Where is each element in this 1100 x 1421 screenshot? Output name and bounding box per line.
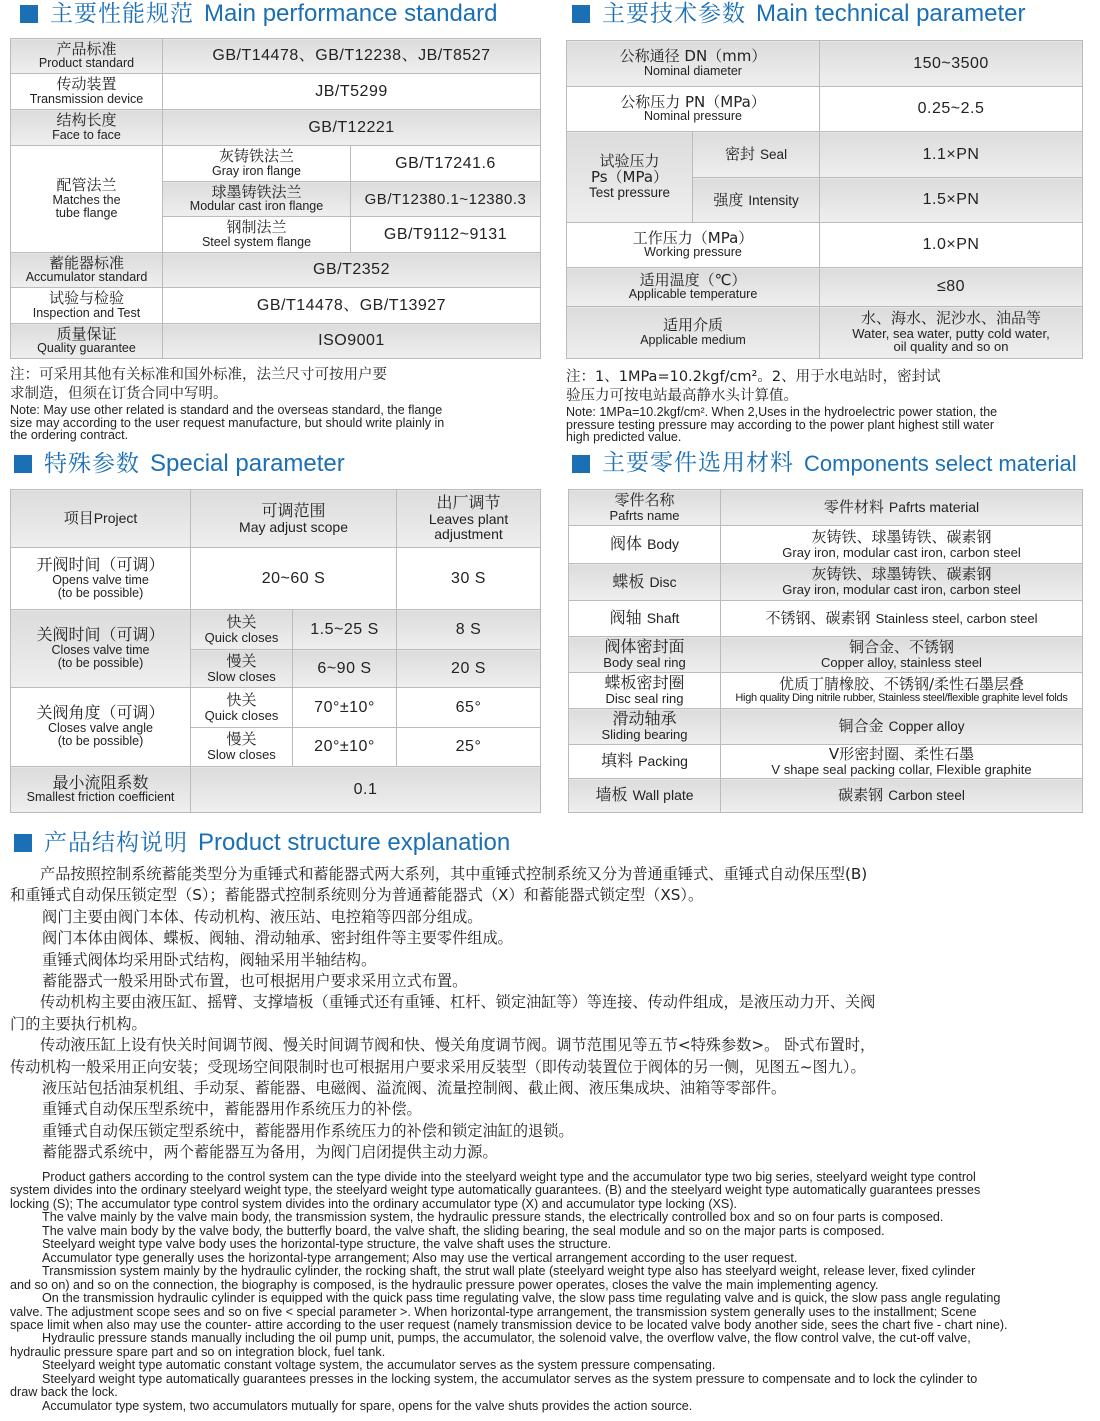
paragraph: 传动机构主要由液压缸、摇臂、支撑墙板（重锤式还有重锤、杠杆、锁定油缸等）等连接、传动件组成，是液压动力开、关阀 xyxy=(40,993,876,1012)
cell-test-pressure-label xyxy=(567,132,693,223)
paragraph: hydraulic pressure spare part and so on integration block, fuel tank. xyxy=(10,1345,386,1359)
value: 1.1×PN xyxy=(922,145,980,163)
value-en: V shape seal packing collar, Flexible graphite xyxy=(771,761,1032,777)
label-en: Working pressure xyxy=(644,245,742,260)
label-en: Transmission device xyxy=(29,91,144,106)
value-zh: 碳素钢 xyxy=(838,786,884,805)
label-zh: 慢关 xyxy=(226,730,257,749)
value: 25° xyxy=(455,738,482,756)
heading-square-icon xyxy=(20,5,38,23)
label-zh: 试验与检验 xyxy=(48,289,124,308)
label-zh: 出厂调节 xyxy=(436,493,501,513)
heading-square-icon xyxy=(572,455,590,473)
cell-close-quick-label xyxy=(191,610,293,650)
heading-performance xyxy=(20,2,497,26)
label-en: Leaves plant xyxy=(428,511,509,528)
performance-table xyxy=(10,38,541,359)
label-en: Pafrts material xyxy=(888,499,980,516)
cell-nominal-diameter-label xyxy=(567,41,820,87)
cell-scope-header xyxy=(191,490,397,548)
label-en: Project xyxy=(93,510,138,527)
cell-nominal-pressure-value xyxy=(820,87,1083,132)
value: GB/T2352 xyxy=(313,261,390,279)
cell-close-slow-range xyxy=(293,650,397,688)
paragraph: locking (S); The accumulator type control system divides into the ordinary accumulator type (X) and accumulator type locking (XS). xyxy=(10,1197,738,1211)
label-en: Intensity xyxy=(748,192,799,208)
value: ISO9001 xyxy=(318,332,385,350)
value-en: Copper alloy, stainless steel xyxy=(821,654,982,670)
paragraph: 和重锤式自动保压锁定型（S）；蓄能器式控制系统则分为普通蓄能器式（X）和蓄能器式锁定型（XS）。 xyxy=(10,886,704,905)
heading-zh: 主要零件选用材料 xyxy=(602,450,794,476)
label-zh: 项目 xyxy=(63,509,94,528)
note-zh: 验压力可按电站最高静水头计算值。 xyxy=(566,388,798,404)
label-en: Matches the xyxy=(52,192,121,207)
label-en: Applicable medium xyxy=(640,332,746,347)
paragraph: Accumulator type system, two accumulators mutually for spare, opens for the valve shuts provides the action source. xyxy=(42,1399,693,1413)
value: 65° xyxy=(455,698,482,716)
technical-note xyxy=(566,368,1086,444)
value: 20~60 S xyxy=(261,569,326,587)
label-zh: 传动装置 xyxy=(56,75,117,94)
label-zh: 蓄能器标准 xyxy=(48,253,124,272)
note-en: high predicted value. xyxy=(566,430,682,444)
cell-close-slow-factory xyxy=(397,650,541,688)
paragraph: Hydraulic pressure stands manually including the oil pump unit, pumps, the accumulator, the solenoid valve, the overflow valve, the flow control valve, the cut-off valve, xyxy=(42,1332,971,1346)
heading-special xyxy=(14,452,345,476)
label-en: adjustment xyxy=(434,525,503,542)
heading-en: Components select material xyxy=(804,450,1077,476)
value: GB/T14478、GB/T12238、JB/T8527 xyxy=(212,47,491,65)
label-zh: 阀体密封面 xyxy=(604,637,685,657)
technical-table xyxy=(566,40,1083,359)
cell-angle-slow-range xyxy=(293,728,397,767)
cell-angle-slow-factory xyxy=(397,728,541,767)
heading-square-icon xyxy=(14,455,32,473)
cell-steel-label xyxy=(163,217,351,253)
heading-square-icon xyxy=(572,5,590,23)
label-zh: 工作压力（MPa） xyxy=(632,228,754,247)
cell-wall-label xyxy=(569,779,721,813)
cell-parts-name-header xyxy=(569,490,721,526)
value: 0.25~2.5 xyxy=(917,100,985,118)
cell-bearing-material xyxy=(721,709,1083,745)
label-en: May adjust scope xyxy=(239,518,348,535)
label-en: Quick closes xyxy=(204,707,279,723)
label-en: Body xyxy=(647,536,680,553)
label-en: Body seal ring xyxy=(603,655,686,671)
paragraph: system divides into the ordinary steelyard weight type, the steelyard weight type automatically guarantees. (B) and the steelyard weight type automatically guarantees presses xyxy=(10,1184,981,1198)
cell-open-time-factory xyxy=(397,548,541,610)
label-zh: 灰铸铁法兰 xyxy=(218,147,294,166)
structure-en-text xyxy=(10,1171,1090,1413)
value: GB/T12221 xyxy=(308,118,395,136)
value-zh: 水、海水、泥沙水、油品等 xyxy=(861,308,1042,327)
heading-en: Special parameter xyxy=(150,450,345,477)
cell-nominal-diameter-value xyxy=(820,41,1083,87)
paragraph: 蓄能器式系统中，两个蓄能器互为备用，为阀门启闭提供主动力源。 xyxy=(42,1143,498,1162)
value-zh: V形密封圈、柔性石墨 xyxy=(828,744,975,763)
label-en: Opens valve time xyxy=(52,572,149,587)
value-en: oil quality and so on xyxy=(893,339,1009,355)
label-en: Slow closes xyxy=(207,747,276,763)
cell-nominal-pressure-label xyxy=(567,87,820,132)
label-en: Wall plate xyxy=(632,787,694,804)
value: 6~90 S xyxy=(317,659,372,677)
label-zh: 公称通径 DN（mm） xyxy=(619,47,767,66)
heading-en: Product structure explanation xyxy=(198,829,511,856)
value: 1.5×PN xyxy=(922,191,980,209)
paragraph: Transmission system mainly by the hydraulic cylinder, the rocking shaft, the strut wall plate (steelyard weight type also has steelyard weight, release lever, fixed cylinder xyxy=(42,1265,976,1279)
value: 30 S xyxy=(451,569,486,587)
cell-product-standard-value xyxy=(163,39,541,74)
cell-tube-flange-label xyxy=(11,146,163,253)
label-en: Nominal diameter xyxy=(644,63,742,78)
label-zh: 关阀角度（可调） xyxy=(36,703,165,723)
cell-body-label xyxy=(569,526,721,564)
cell-face-label xyxy=(11,110,163,146)
label-en: Slow closes xyxy=(207,668,276,684)
paragraph: Steelyard weight type valve body uses the horizontal-type structure, the valve shaft uses the structure. xyxy=(42,1238,612,1252)
label-en: Disc xyxy=(649,573,677,590)
label-zh: 滑动轴承 xyxy=(612,709,677,729)
cell-wall-material xyxy=(721,779,1083,813)
value-zh: 灰铸铁、球墨铸铁、碳素钢 xyxy=(811,565,992,584)
heading-components xyxy=(572,452,1077,475)
label-zh: Ps（MPa） xyxy=(590,167,669,186)
paragraph: 重锤式自动保压锁定型系统中，蓄能器用作系统压力的补偿和锁定油缸的退锁。 xyxy=(42,1121,574,1140)
label-zh: 适用介质 xyxy=(663,316,724,335)
paragraph: 产品按照控制系统蓄能类型分为重锤式和蓄能器式两大系列，其中重锤式控制系统又分为普通重锤式、重锤式自动保压型(B) xyxy=(40,865,868,883)
label-en: Smallest friction coefficient xyxy=(26,790,175,805)
value-zh: 灰铸铁、球墨铸铁、碳素钢 xyxy=(811,527,992,546)
note-en: size may according to the user request manufacture, but should write plainly in xyxy=(10,415,445,430)
cell-project-header xyxy=(11,490,191,548)
label-zh: 零件材料 xyxy=(823,498,884,517)
paragraph: 重锤式自动保压型系统中，蓄能器用作系统压力的补偿。 xyxy=(42,1100,422,1119)
paragraph: 液压站包括油泵机组、手动泵、蓄能器、电磁阀、溢流阀、流量控制阀、截止阀、液压集成块、油箱等零部件。 xyxy=(42,1079,787,1098)
cell-steel-value xyxy=(351,217,541,253)
cell-transmission-value xyxy=(163,74,541,110)
label-en: Disc seal ring xyxy=(605,691,684,707)
paragraph: On the transmission hydraulic cylinder is equipped with the quick pass time regulating valve, the slow pass time regulating valve and is quick, the slow pass angle regulating xyxy=(42,1292,1001,1306)
cell-medium-value xyxy=(820,307,1083,359)
value-en: Stainless steel, carbon steel xyxy=(875,611,1038,627)
label-en: (to be possible) xyxy=(57,734,144,749)
label-en: Quality guarantee xyxy=(37,341,136,356)
cell-intensity-label xyxy=(693,178,820,223)
label-en: Gray iron flange xyxy=(212,163,301,178)
value-en: Water, sea water, putty cold water, xyxy=(852,325,1050,341)
label-zh: 快关 xyxy=(226,690,257,709)
paragraph: 阀门主要由阀门本体、传动机构、液压站、电控箱等四部分组成。 xyxy=(42,907,483,926)
cell-angle-quick-factory xyxy=(397,688,541,728)
paragraph: 门的主要执行机构。 xyxy=(10,1014,147,1033)
value: JB/T5299 xyxy=(315,82,388,100)
cell-open-time-label xyxy=(11,548,191,610)
cell-product-standard-label xyxy=(11,39,163,74)
value: 70°±10° xyxy=(314,698,375,716)
label-zh: 开阀时间（可调） xyxy=(36,554,165,574)
label-zh: 填料 xyxy=(601,751,634,771)
cell-body-material xyxy=(721,526,1083,564)
cell-disc-seal-label xyxy=(569,673,721,709)
label-en: Inspection and Test xyxy=(32,305,141,320)
label-en: Packing xyxy=(638,753,688,770)
paragraph: Steelyard weight type automatically guarantees presses in the locking system, the accumulator serves as the system pressure to compensate and to lock the cylinder to xyxy=(42,1372,978,1386)
cell-close-slow-label xyxy=(191,650,293,688)
cell-friction-label xyxy=(11,767,191,813)
paragraph: 重锤式阀体均采用卧式结构，阀轴采用半轴结构。 xyxy=(42,950,377,969)
components-table xyxy=(568,489,1083,813)
cell-transmission-label xyxy=(11,74,163,110)
label-zh: 阀轴 xyxy=(609,608,642,628)
cell-working-label xyxy=(567,223,820,268)
label-zh: 公称压力 PN（MPa） xyxy=(620,92,766,111)
special-table xyxy=(10,489,541,813)
cell-intensity-value xyxy=(820,178,1083,223)
cell-seal-label xyxy=(693,132,820,178)
paragraph: The valve main body by the valve body, the butterfly board, the valve shaft, the sliding bearing, the seal module and so on the major parts is composed. xyxy=(42,1224,885,1238)
value-zh: 不锈钢、碳素钢 xyxy=(765,609,871,628)
cell-bearing-label xyxy=(569,709,721,745)
label-en: tube flange xyxy=(55,205,118,220)
cell-body-seal-label xyxy=(569,637,721,673)
label-en: Sliding bearing xyxy=(601,727,688,743)
value: 8 S xyxy=(455,620,482,638)
label-zh: 球墨铸铁法兰 xyxy=(211,182,302,201)
paragraph: 传动液压缸上设有快关时间调节阀、慢关时间调节阀和快、慢关角度调节阀。调节范围见等五节<特殊参数>。 卧式布置时， xyxy=(40,1036,876,1055)
label-en: Seal xyxy=(760,147,788,163)
label-zh: 配管法兰 xyxy=(56,176,117,194)
cell-temperature-value xyxy=(820,268,1083,307)
label-zh: 蝶板 xyxy=(612,571,645,591)
value: 150~3500 xyxy=(913,54,989,72)
label-en: Shaft xyxy=(646,610,680,627)
paragraph: valve. The adjustment scope sees and so on five < special parameter >. When horizontal-type arrangement, the transmission system generally uses to the installment; Scene xyxy=(10,1305,977,1319)
label-zh: 快关 xyxy=(226,612,257,631)
label-en: Accumulator standard xyxy=(25,270,148,285)
label-en: Product standard xyxy=(38,56,135,71)
paragraph: space limit when also may use the counter- attire according to the user request (namely transmission device to be located valve body another side, sees the chart five - chart nine). xyxy=(10,1318,1008,1332)
label-zh: 产品标准 xyxy=(56,39,117,58)
paragraph: Product gathers according to the control system can the type divide into the steelyard weight type and the accumulator type two big series, steelyard weight type control xyxy=(42,1171,976,1184)
label-zh: 零件名称 xyxy=(614,490,675,509)
performance-note xyxy=(10,366,540,442)
cell-open-time-range xyxy=(191,548,397,610)
cell-body-seal-material xyxy=(721,637,1083,673)
cell-inspection-label xyxy=(11,288,163,324)
paragraph: Steelyard weight type automatic constant voltage system, the accumulator serves as the system pressure compensating. xyxy=(42,1359,716,1373)
heading-en: Main technical parameter xyxy=(756,0,1026,27)
note-en: pressure testing pressure may according to the power plant highest still water xyxy=(566,417,994,432)
heading-structure xyxy=(14,831,510,855)
note-zh: 求制造，但须在订货合同中写明。 xyxy=(10,386,228,402)
value: 20°±10° xyxy=(314,738,375,756)
paragraph: 传动机构一般采用正向安装；受现场空间限制时也可根据用户要求采用反装型（即传动装置位于阀体的另一侧，见图五~图九）。 xyxy=(10,1057,866,1076)
heading-zh: 产品结构说明 xyxy=(44,829,188,856)
paragraph: The valve mainly by the valve main body, the transmission system, the hydraulic pressure stands, the electrically controlled box and so on four parts is composed. xyxy=(42,1211,944,1225)
paragraph: draw back the lock. xyxy=(10,1386,118,1400)
label-en: Closes valve angle xyxy=(48,721,153,736)
value-en: Copper alloy xyxy=(888,719,965,735)
paragraph: and so on) and so on the connection, the biography is composed, is the hydraulic pressure power operates, closes the valve the main implementing agency. xyxy=(10,1278,879,1292)
cell-modular-label xyxy=(163,182,351,217)
label-zh: 最小流阻系数 xyxy=(52,772,149,792)
value-en: Gray iron, modular cast iron, carbon steel xyxy=(782,544,1021,560)
value-zh: 优质丁腈橡胶、不锈钢/柔性石墨层叠 xyxy=(778,674,1025,693)
label-en: Closes valve time xyxy=(51,642,150,657)
heading-technical xyxy=(572,2,1025,26)
heading-zh: 主要性能规范 xyxy=(50,0,194,27)
label-zh: 蝶板密封圈 xyxy=(604,673,685,693)
cell-packing-label xyxy=(569,745,721,779)
cell-medium-label xyxy=(567,307,820,359)
cell-seal-value xyxy=(820,132,1083,178)
label-zh: 关阀时间（可调） xyxy=(36,624,165,644)
cell-close-time-label xyxy=(11,610,191,688)
label-en: Steel system flange xyxy=(201,234,312,249)
paragraph: 蓄能器式一般采用卧式布置，也可根据用户要求采用立式布置。 xyxy=(42,972,468,991)
label-zh: 密封 xyxy=(724,145,755,164)
cell-friction-value xyxy=(191,767,541,813)
label-zh: 墙板 xyxy=(595,785,628,805)
label-en: Face to face xyxy=(52,127,121,142)
cell-close-quick-factory xyxy=(397,610,541,650)
value: GB/T14478、GB/T13927 xyxy=(256,296,447,314)
note-en: Note: May use other related is standard and the overseas standard, the flange xyxy=(10,403,443,417)
cell-disc-material xyxy=(721,564,1083,601)
label-en: Test pressure xyxy=(588,184,671,200)
cell-accumulator-label xyxy=(11,253,163,288)
cell-angle-quick-label xyxy=(191,688,293,728)
label-en: Modular cast iron flange xyxy=(189,199,324,214)
label-en: Quick closes xyxy=(204,629,279,645)
cell-disc-label xyxy=(569,564,721,601)
cell-close-quick-range xyxy=(293,610,397,650)
cell-inspection-value xyxy=(163,288,541,324)
cell-parts-material-header xyxy=(721,490,1083,526)
heading-zh: 特殊参数 xyxy=(44,450,140,477)
cell-working-value xyxy=(820,223,1083,268)
value-zh: 铜合金、不锈钢 xyxy=(848,637,954,656)
cell-quality-label xyxy=(11,324,163,359)
value: 0.1 xyxy=(353,780,378,798)
label-zh: 钢制法兰 xyxy=(226,218,287,237)
cell-face-value xyxy=(163,110,541,146)
note-en: the ordering contract. xyxy=(10,428,129,442)
value: ≤80 xyxy=(936,278,966,296)
heading-zh: 主要技术参数 xyxy=(602,0,746,27)
value: 1.0×PN xyxy=(922,236,980,254)
label-en: Pafrts name xyxy=(609,507,680,523)
cell-disc-seal-material xyxy=(721,673,1083,709)
label-en: Applicable temperature xyxy=(628,287,758,302)
value-en: Carbon steel xyxy=(888,788,965,804)
structure-zh-text xyxy=(10,864,1090,1164)
label-en: (to be possible) xyxy=(57,655,144,670)
label-en: (to be possible) xyxy=(57,585,144,600)
label-zh: 强度 xyxy=(713,190,744,209)
label-zh: 阀体 xyxy=(609,534,642,554)
heading-square-icon xyxy=(14,834,32,852)
value-en: Gray iron, modular cast iron, carbon steel xyxy=(782,582,1021,598)
cell-close-angle-label xyxy=(11,688,191,767)
value-en: High quality Ding nitrile rubber, Stainless steel/flexible graphite level folds xyxy=(735,691,1068,704)
cell-gray-iron-value xyxy=(351,146,541,182)
paragraph: Accumulator type generally uses the horizontal-type arrangement; Also may use the vertical arrangement according to the user request. xyxy=(42,1251,798,1265)
cell-shaft-label xyxy=(569,601,721,637)
label-zh: 可调范围 xyxy=(261,500,326,520)
cell-factory-header xyxy=(397,490,541,548)
note-zh: 注：可采用其他有关标准和国外标准，法兰尺寸可按用户要 xyxy=(10,367,387,383)
label-zh: 适用温度（℃） xyxy=(639,270,747,289)
cell-quality-value xyxy=(163,324,541,359)
value: GB/T9112~9131 xyxy=(383,225,508,243)
cell-accumulator-value xyxy=(163,253,541,288)
cell-modular-value xyxy=(351,182,541,217)
heading-en: Main performance standard xyxy=(204,0,498,27)
cell-packing-material xyxy=(721,745,1083,779)
cell-shaft-material xyxy=(721,601,1083,637)
label-zh: 结构长度 xyxy=(56,111,117,130)
label-zh: 慢关 xyxy=(226,651,257,670)
value: GB/T12380.1~12380.3 xyxy=(364,190,527,208)
label-zh: 质量保证 xyxy=(56,324,117,343)
label-zh: 试验压力 xyxy=(599,152,660,171)
note-zh: 注：1、1MPa=10.2kgf/cm²。2、用于水电站时，密封试 xyxy=(566,369,941,385)
cell-angle-quick-range xyxy=(293,688,397,728)
value: 20 S xyxy=(451,659,486,677)
value: 1.5~25 S xyxy=(310,620,379,638)
label-en: Nominal pressure xyxy=(644,109,742,124)
cell-temperature-label xyxy=(567,268,820,307)
cell-angle-slow-label xyxy=(191,728,293,767)
cell-gray-iron-label xyxy=(163,146,351,182)
value: GB/T17241.6 xyxy=(395,154,496,172)
note-en: Note: 1MPa=10.2kgf/cm². When 2,Uses in the hydroelectric power station, the xyxy=(566,405,998,419)
value-zh: 铜合金 xyxy=(838,717,884,736)
paragraph: 阀门本体由阀体、蝶板、阀轴、滑动轴承、密封组件等主要零件组成。 xyxy=(42,929,513,948)
